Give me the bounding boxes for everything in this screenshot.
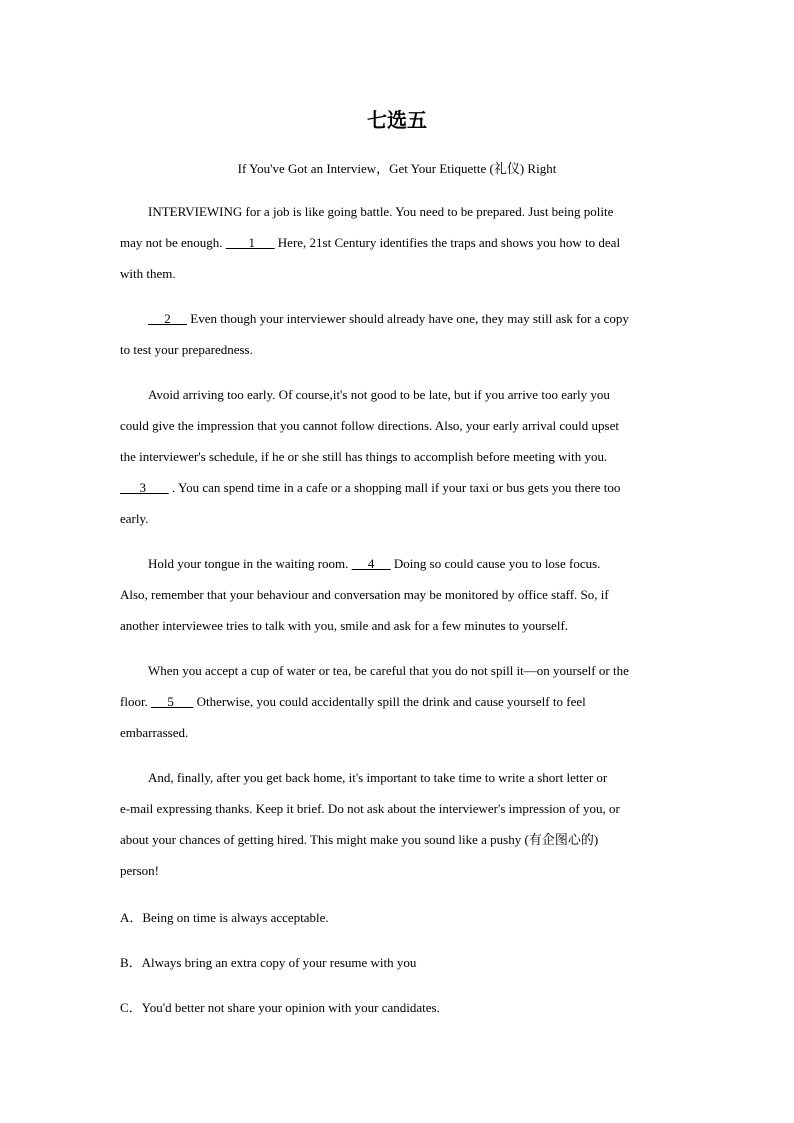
answer-blank: 1: [225, 235, 275, 250]
answer-blank: 5: [151, 694, 194, 709]
paragraph-line: Avoid arriving too early. Of course,it's not good to be late, but if you arrive too early you: [148, 387, 610, 402]
paragraph-line: floor. 5 Otherwise, you could accidentally spill the drink and cause yourself to feel: [120, 694, 586, 709]
paragraph-line: Also, remember that your behaviour and conversation may be monitored by office staff. So, if: [120, 587, 609, 602]
paragraph-3: [120, 379, 680, 534]
answer-option: A．Being on time is always acceptable.: [120, 910, 329, 925]
paragraph-6: [120, 762, 680, 886]
paragraph-4: [120, 548, 680, 641]
paragraph-line: When you accept a cup of water or tea, be careful that you do not spill it—on yourself or the: [148, 663, 629, 678]
paragraph-line: And, finally, after you get back home, it's important to take time to write a short letter or: [148, 770, 608, 785]
paragraph-line: with them.: [120, 266, 176, 281]
answer-option: C．You'd better not share your opinion with your candidates.: [120, 1000, 440, 1015]
answer-blank: 2: [148, 311, 187, 326]
paragraph-1: [120, 196, 680, 289]
answer-option: B．Always bring an extra copy of your resume with you: [120, 955, 417, 970]
answer-blank: 4: [351, 556, 391, 571]
paragraph-line: Hold your tongue in the waiting room. 4 Doing so could cause you to lose focus.: [148, 556, 601, 571]
paragraph-line: the interviewer's schedule, if he or she still has things to accomplish before meeting with you.: [120, 449, 608, 464]
article-subtitle: If You've Got an Interview，Get Your Etiquette (礼仪) Right: [237, 161, 557, 176]
answer-blank: 3: [120, 480, 169, 495]
paragraph-line: person!: [120, 863, 159, 878]
page-title: 七选五: [367, 108, 427, 132]
paragraph-2: [120, 303, 680, 365]
paragraph-line: to test your preparedness.: [120, 342, 253, 357]
paragraph-line: early.: [120, 511, 149, 526]
paragraph-line: about your chances of getting hired. This might make you sound like a pushy (有企图心的): [120, 832, 599, 847]
paragraph-line: could give the impression that you cannot follow directions. Also, your early arrival could upset: [120, 418, 619, 433]
paragraph-line: another interviewee tries to talk with you, smile and ask for a few minutes to yourself.: [120, 618, 569, 633]
paragraph-line: 2 Even though your interviewer should already have one, they may still ask for a copy: [148, 311, 629, 326]
paragraph-line: may not be enough. 1 Here, 21st Century identifies the traps and shows you how to deal: [120, 235, 621, 250]
paragraph-line: 3 . You can spend time in a cafe or a shopping mall if your taxi or bus gets you there too: [120, 480, 621, 495]
paragraph-line: e-mail expressing thanks. Keep it brief. Do not ask about the interviewer's impression of you, or: [120, 801, 620, 816]
paragraph-line: INTERVIEWING for a job is like going battle. You need to be prepared. Just being polite: [148, 204, 614, 219]
paragraph-line: embarrassed.: [120, 725, 189, 740]
paragraph-5: [120, 655, 680, 748]
